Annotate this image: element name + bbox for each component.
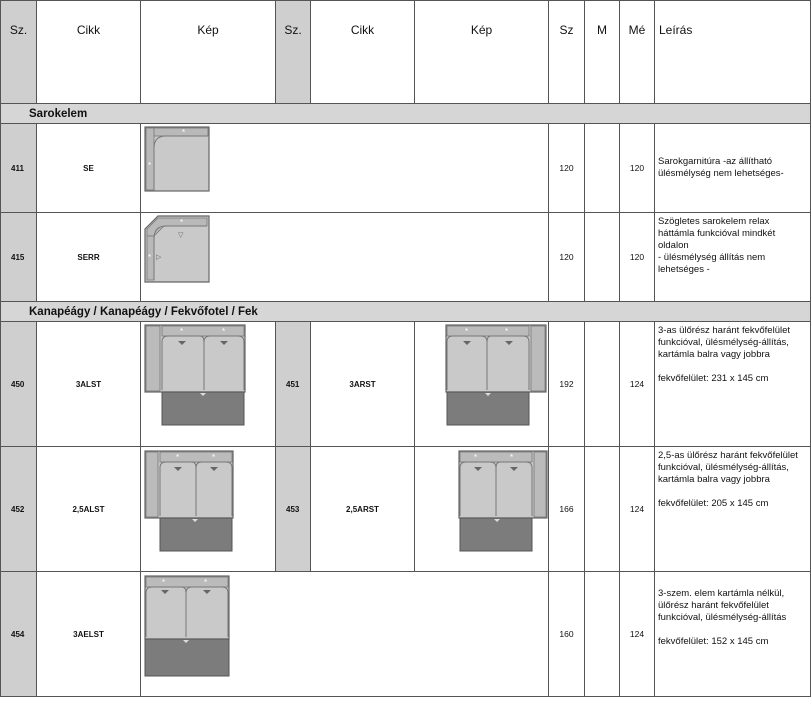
item-description [655,322,811,447]
item-code: 450 [1,322,37,447]
item-height [585,322,620,447]
item-width: 160 [549,572,585,697]
description-line: fekvőfelület: 152 x 145 cm [658,636,769,647]
item-image-cell [141,322,276,447]
item-height [585,124,620,213]
description-line: oldalon [658,240,689,251]
svg-text:*: * [465,327,469,336]
item-width: 120 [549,124,585,213]
description-spacer [658,486,808,498]
description-line: 2,5-as ülőrész haránt fekvőfelület [658,450,798,461]
svg-text:*: * [510,453,514,462]
description-line: Sarokgarnitúra -az állítható [658,156,773,167]
svg-text:*: * [180,218,184,227]
description-line: ülőrész haránt fekvőfelület [658,600,769,611]
table-row [1,447,811,572]
sofa-25arst-image [458,450,548,552]
svg-text:*: * [162,578,166,587]
description-spacer [658,624,808,636]
corner-relax-element-image [144,215,210,283]
col-header-cikk: Cikk [37,1,141,104]
description-line: kartámla balra vagy jobbra [658,349,770,360]
item-height [585,572,620,697]
item-depth: 124 [620,572,655,697]
description-line: lehetséges - [658,264,710,275]
item-depth: 120 [620,124,655,213]
svg-text:*: * [474,453,478,462]
col-header-kep-2: Kép [415,1,549,104]
svg-text:*: * [204,578,208,587]
item-name: SERR [37,213,141,302]
item-width: 192 [549,322,585,447]
table-row [1,572,811,697]
description-spacer [658,361,808,373]
item-description [655,447,811,572]
description-line: háttámla funkcióval mindkét [658,228,776,239]
description-line: funkcióval, ülésmélység-állítás [658,612,787,623]
svg-text:▽: ▽ [178,232,184,239]
section-title-sofa: Kanapéágy / Kanapéágy / Fekvőfotel / Fek [1,302,811,322]
col-header-leiras: Leírás [655,1,811,104]
section-row [1,104,811,124]
table-row [1,213,811,302]
svg-text:*: * [182,128,186,137]
section-row [1,302,811,322]
item-image-cell [141,124,549,213]
section-title-corner: Sarokelem [1,104,811,124]
description-line: ülésmélység nem lehetséges- [658,168,784,179]
item-name: 3AELST [37,572,141,697]
item-name: 2,5ALST [37,447,141,572]
item-image-cell [141,213,549,302]
description-line: funkcióval, ülésmélység-állítás, [658,337,789,348]
svg-text:*: * [180,327,184,336]
description-line: funkcióval, ülésmélység-állítás, [658,462,789,473]
description-line: Szögletes sarokelem relax [658,216,770,227]
item-name-2: 2,5ARST [311,447,415,572]
item-description [655,124,811,213]
col-header-magassag: M [585,1,620,104]
item-depth: 124 [620,447,655,572]
item-image-cell [141,447,276,572]
col-header-sz-2: Sz. [276,1,311,104]
description-line: 3-as ülőrész haránt fekvőfelület [658,325,791,336]
item-description [655,213,811,302]
item-code: 452 [1,447,37,572]
item-name: SE [37,124,141,213]
sofa-3alst-image [144,324,246,426]
svg-text:*: * [148,161,152,170]
svg-text:*: * [212,453,216,462]
item-height [585,213,620,302]
item-description [655,572,811,697]
item-image-cell-2 [415,322,549,447]
item-name: 3ALST [37,322,141,447]
description-line: fekvőfelület: 205 x 145 cm [658,498,769,509]
svg-text:*: * [148,253,152,262]
sofa-25alst-image [144,450,234,552]
item-depth: 120 [620,213,655,302]
item-image-cell-2 [415,447,549,572]
col-header-sz: Sz. [1,1,37,104]
col-header-melyseg: Mé [620,1,655,104]
sofa-3arst-image [445,324,547,426]
col-header-kep: Kép [141,1,276,104]
item-name-2: 3ARST [311,322,415,447]
corner-element-image [144,126,210,192]
sofa-3aelst-image [144,575,230,677]
item-code: 411 [1,124,37,213]
item-height [585,447,620,572]
item-code: 454 [1,572,37,697]
svg-text:▷: ▷ [156,254,162,261]
description-line: kartámla balra vagy jobbra [658,474,770,485]
item-width: 120 [549,213,585,302]
description-line: 3-szem. elem kartámla nélkül, [658,588,785,599]
table-row [1,124,811,213]
item-code-2: 451 [276,322,311,447]
col-header-szelesseg: Sz [549,1,585,104]
item-image-cell [141,572,549,697]
description-line: - ülésmélység állítás nem [658,252,766,263]
header-row [1,1,811,104]
description-line: fekvőfelület: 231 x 145 cm [658,373,769,384]
col-header-cikk-2: Cikk [311,1,415,104]
item-code: 415 [1,213,37,302]
item-depth: 124 [620,322,655,447]
svg-text:*: * [505,327,509,336]
svg-text:*: * [176,453,180,462]
item-code-2: 453 [276,447,311,572]
svg-text:*: * [222,327,226,336]
item-width: 166 [549,447,585,572]
table-row [1,322,811,447]
